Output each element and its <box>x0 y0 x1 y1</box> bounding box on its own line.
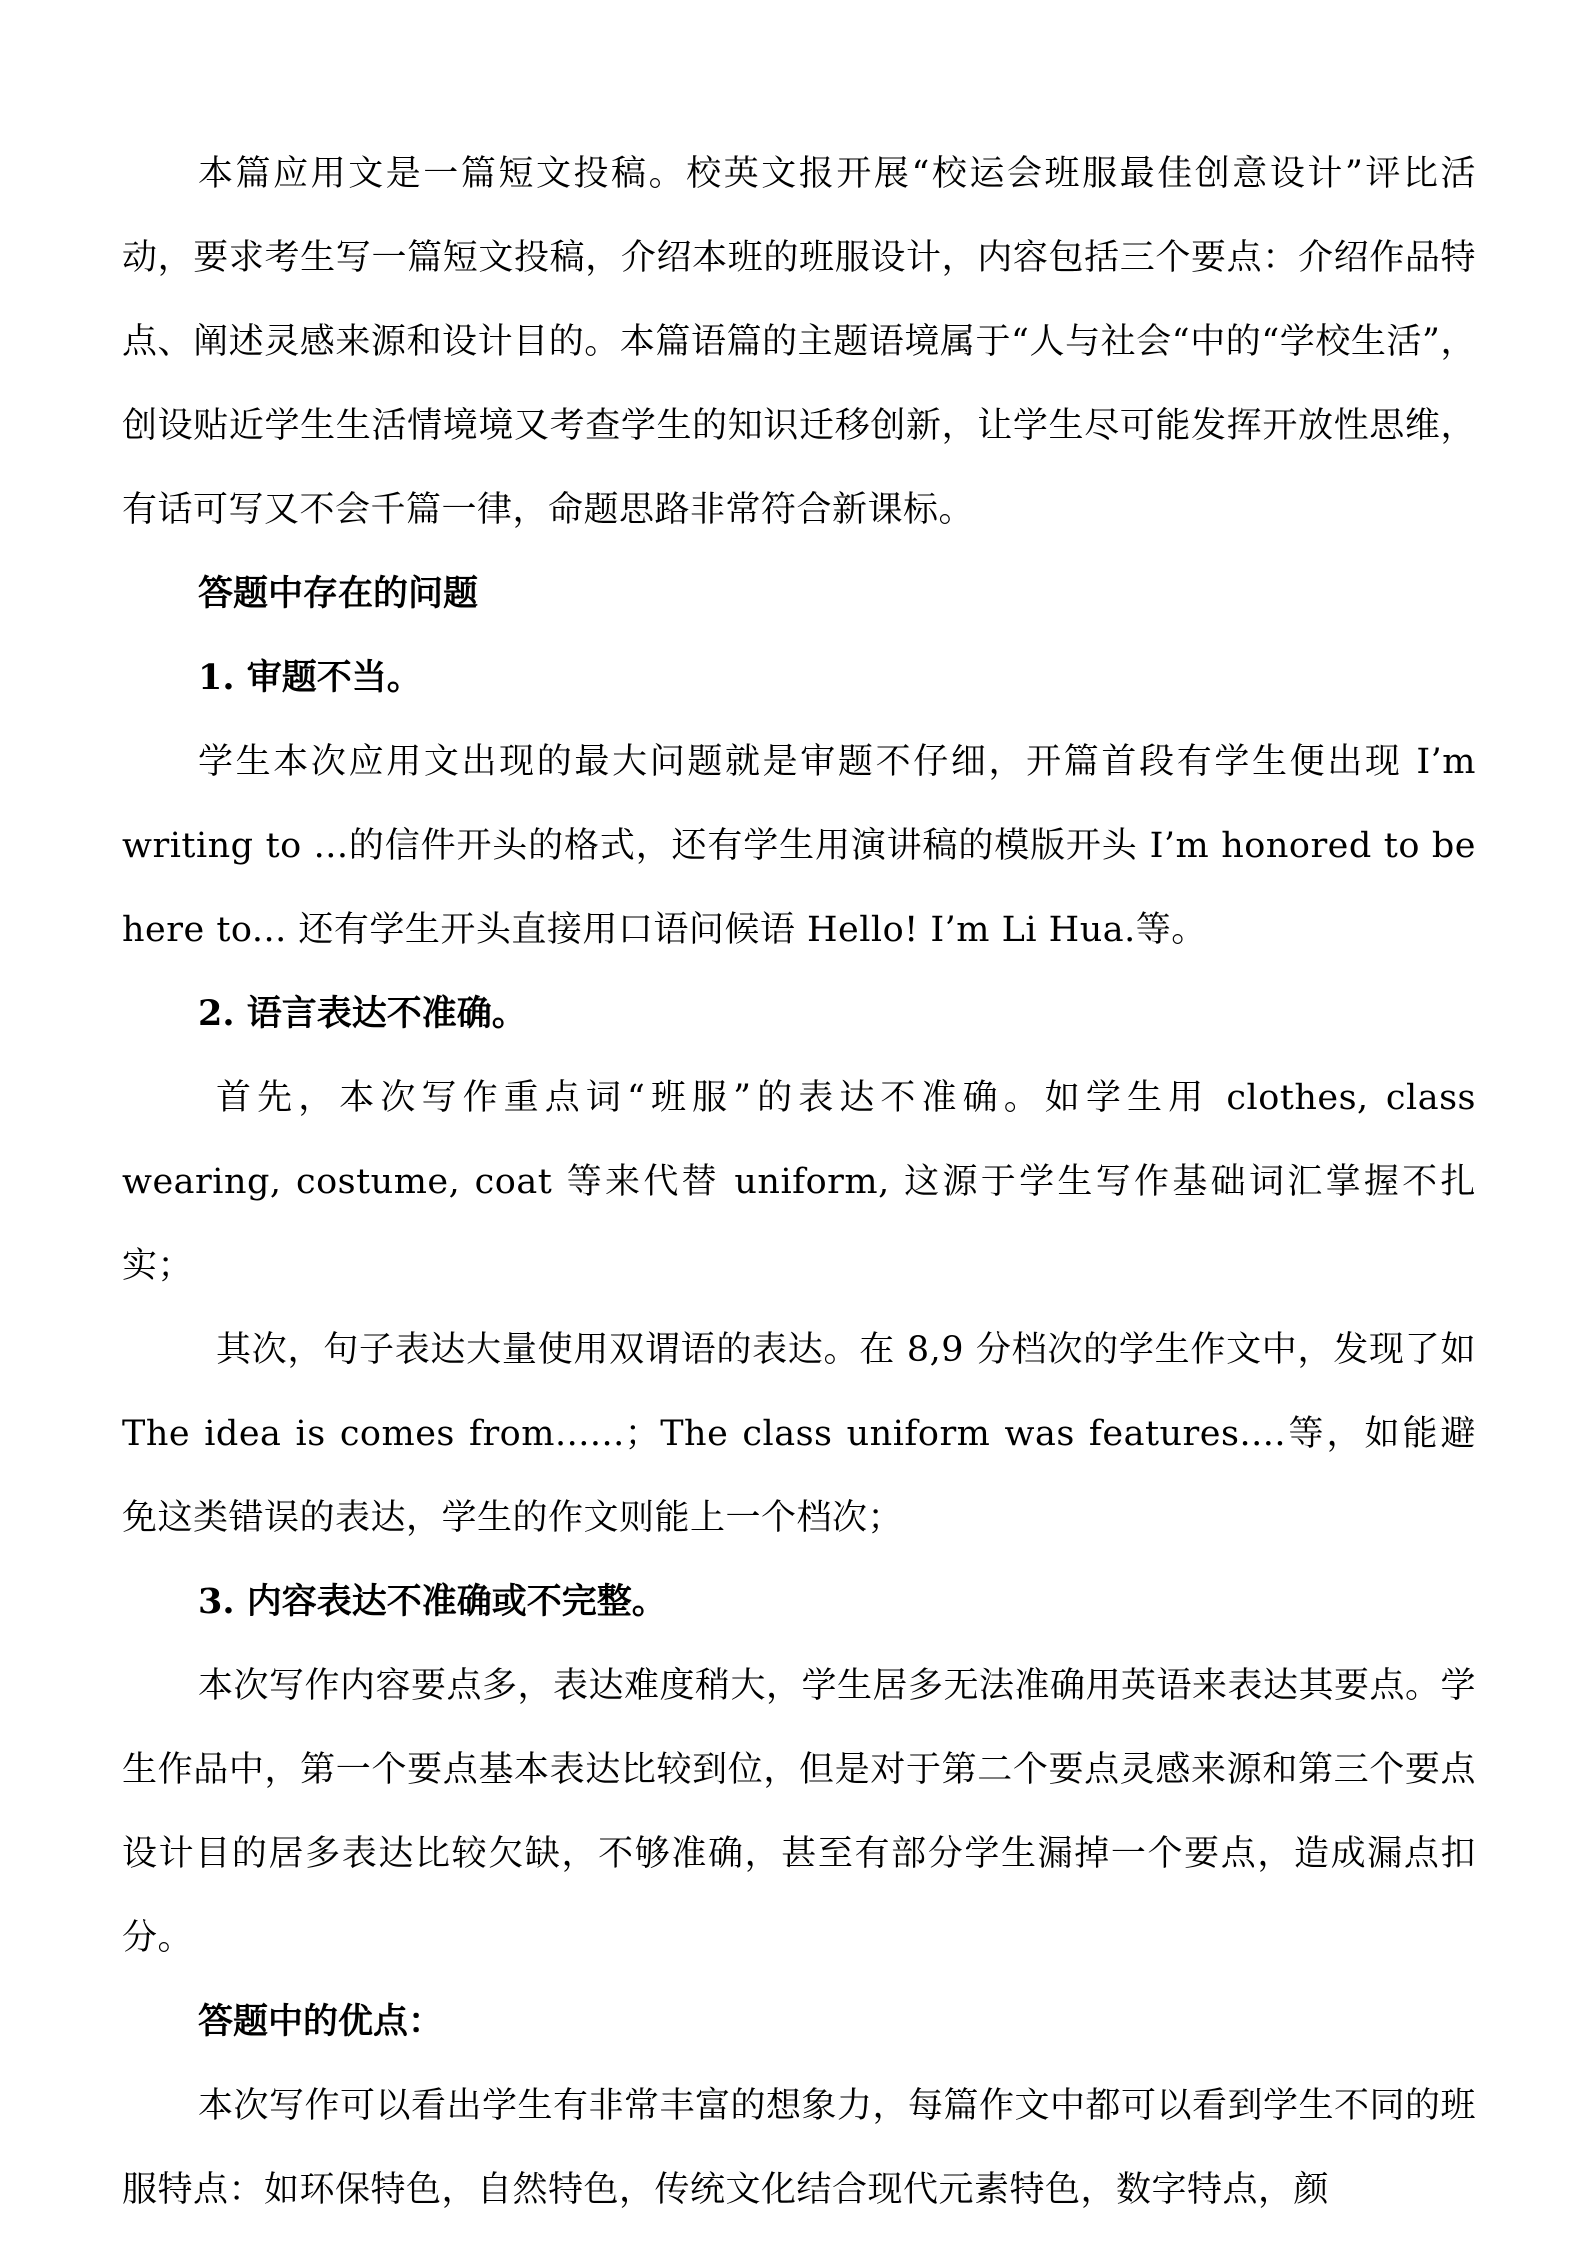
problem-2-paragraph-1: 首先，本次写作重点词“班服”的表达不准确。如学生用 clothes, class wearing, costume, coat 等来代替 uniform, 这源于学生写作基础词汇掌握不扎实； <box>122 1078 1476 1286</box>
problem-3-title: 3. 内容表达不准确或不完整。 <box>198 1581 667 1622</box>
document-body <box>122 132 1476 2232</box>
problem-3-paragraph: 本次写作内容要点多，表达难度稍大，学生居多无法准确用英语来表达其要点。学生作品中，第一个要点基本表达比较到位，但是对于第二个要点灵感来源和第三个要点设计目的居多表达比较欠缺，不够准确，甚至有部分学生漏掉一个要点，造成漏点扣分。 <box>122 1666 1477 1958</box>
problems-heading: 答题中存在的问题 <box>198 573 479 614</box>
problem-2-title: 2. 语言表达不准确。 <box>198 993 527 1034</box>
problem-2-paragraph-2: 其次，句子表达大量使用双谓语的表达。在 8,9 分档次的学生作文中，发现了如 The idea is comes from......；The class uniform was features....等，如能避免这类错误的表达，学生的作文则能上一个档次； <box>122 1330 1476 1538</box>
problem-1-title: 1. 审题不当。 <box>198 657 422 698</box>
strengths-heading: 答题中的优点： <box>198 2001 444 2042</box>
problem-1-paragraph: 学生本次应用文出现的最大问题就是审题不仔细，开篇首段有学生便出现 I’m writing to ...的信件开头的格式，还有学生用演讲稿的模版开头 I’m honored to be here to... 还有学生开头直接用口语问候语 Hello! I’m Li Hua.等。 <box>122 742 1476 950</box>
strengths-paragraph: 本次写作可以看出学生有非常丰富的想象力，每篇作文中都可以看到学生不同的班服特点：如环保特色，自然特色，传统文化结合现代元素特色，数字特点，颜 <box>122 2086 1477 2210</box>
intro-paragraph: 本篇应用文是一篇短文投稿。校英文报开展“校运会班服最佳创意设计”评比活动，要求考生写一篇短文投稿，介绍本班的班服设计，内容包括三个要点：介绍作品特点、阐述灵感来源和设计目的。本篇语篇的主题语境属于“人与社会“中的“学校生活”，创设贴近学生生活情境境又考查学生的知识迁移创新，让学生尽可能发挥开放性思维，有话可写又不会千篇一律，命题思路非常符合新课标。 <box>122 154 1476 530</box>
